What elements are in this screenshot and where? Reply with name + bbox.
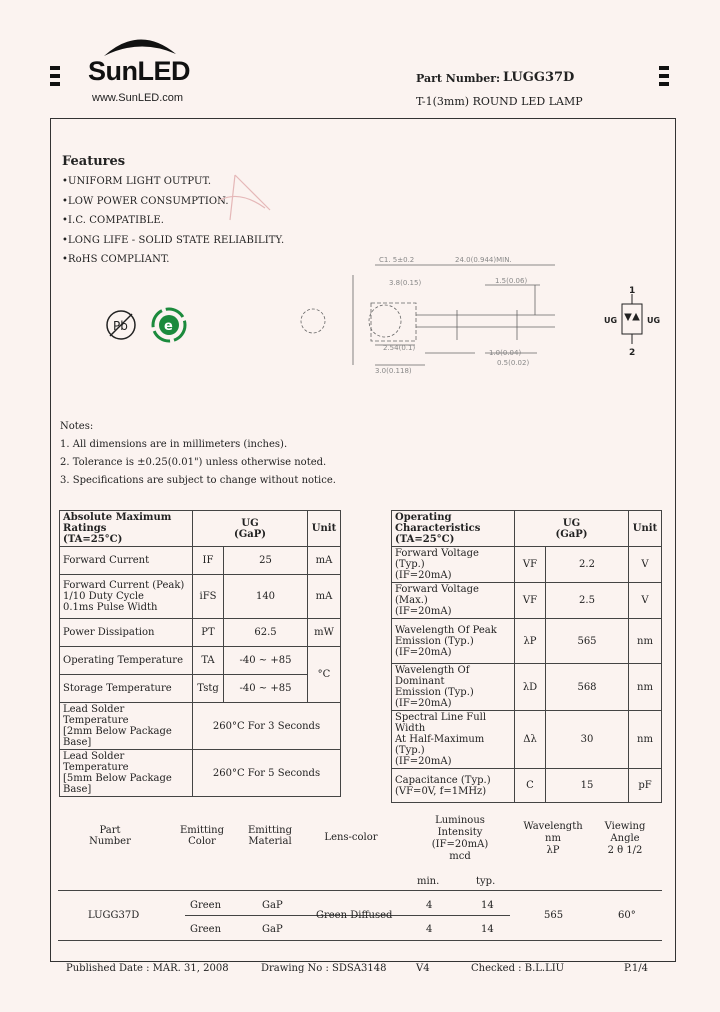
led-pinout-diagram xyxy=(600,284,664,358)
footer-checked: Checked : B.L.LIU xyxy=(471,963,565,974)
watermark-icon xyxy=(210,170,280,230)
svg-text:24.0(0.944)MIN.: 24.0(0.944)MIN. xyxy=(455,256,512,264)
svg-text:0.5(0.02): 0.5(0.02) xyxy=(497,359,530,367)
sel-wavelength: 565 xyxy=(544,910,564,921)
footer-published: Published Date : MAR. 31, 2008 xyxy=(66,963,229,974)
right-mark-2 xyxy=(659,74,669,78)
note-item: 3. Specifications are subject to change without notice. xyxy=(60,475,336,486)
note-item: 1. All dimensions are in millimeters (inches). xyxy=(60,439,288,450)
svg-text:UG: UG xyxy=(604,316,618,325)
table-row: Spectral Line Full Width At Half-Maximum (Typ.) (IF=20mA) Δλ 30 nm xyxy=(392,711,662,769)
feature-item: •RoHS COMPLIANT. xyxy=(62,254,170,265)
sel-header-part: Part xyxy=(99,825,121,836)
table-row: Forward Voltage (Max.) (IF=20mA) VF 2.5 V xyxy=(392,583,662,619)
table-row: Wavelength Of Peak Emission (Typ.) (IF=20mA) λP 565 nm xyxy=(392,619,662,664)
sel-part-number: LUGG37D xyxy=(88,910,140,921)
col-ug: UG xyxy=(241,517,259,529)
sel-header-luminous: Luminous xyxy=(435,815,485,826)
svg-text:Pb: Pb xyxy=(113,319,128,333)
feature-item: •LOW POWER CONSUMPTION. xyxy=(62,195,229,207)
part-number-label: Part Number: xyxy=(416,72,501,85)
feature-item: •UNIFORM LIGHT OUTPUT. xyxy=(62,176,212,187)
notes-block xyxy=(60,418,336,490)
logo-arc-icon xyxy=(100,32,180,58)
table-row: Storage Temperature Tstg -40 ~ +85 xyxy=(60,675,341,703)
left-mark-2 xyxy=(50,74,60,78)
svg-text:2.54(0.1): 2.54(0.1) xyxy=(383,344,416,352)
brand-url: www.SunLED.com xyxy=(92,92,184,104)
sel-header-lens: Lens-color xyxy=(324,832,378,843)
col-ug-sub: (GaP) xyxy=(233,528,266,540)
svg-text:e: e xyxy=(164,319,173,334)
feature-item: •LONG LIFE - SOLID STATE RELIABILITY. xyxy=(62,234,285,246)
sel-lens-color: Green Diffused xyxy=(316,910,393,921)
part-description: T-1(3mm) ROUND LED LAMP xyxy=(416,95,583,108)
footer-page: P.1/4 xyxy=(624,963,648,974)
abs-max-table xyxy=(59,510,341,797)
sel-header-viewing: Viewing xyxy=(604,821,646,832)
table-row: Forward Current IF 25 mA xyxy=(60,547,341,575)
svg-text:1.0(0.04): 1.0(0.04) xyxy=(489,349,522,357)
sel-header-min: min. xyxy=(417,876,440,887)
footer-version: V4 xyxy=(416,963,430,974)
left-mark-1 xyxy=(50,66,60,70)
sel-header-wavelength: Wavelength xyxy=(523,821,583,832)
op-char-title: Operating Characteristics xyxy=(395,512,481,534)
sel-divider-bottom xyxy=(58,940,662,941)
svg-text:UG: UG xyxy=(647,316,661,325)
sel-viewing-angle: 60° xyxy=(618,910,636,921)
footer-drawing-no: Drawing No : SDSA3148 xyxy=(261,963,387,974)
sel-header-typ: typ. xyxy=(476,876,496,887)
op-char-table: Operating Characteristics (TA=25°C) UG (GaP) Unit Forward Voltage (Typ.) (IF=20mA) VF 2.2 V Forward Voltage (Max.) (IF=20mA) VF 2.5 V Wavelength Of Peak Emission (Typ.) (IF=20mA) λP 565 nm Wavelength Of Dominant Emission (Typ.) (IF=20mA) λD 568 nm Spectral Line Full Width At Half-Maximum (Typ.) (IF=20mA) Δλ 30 nm Capacitance (Typ.) (VF=0V, f=1MHz) C 15 pF xyxy=(391,510,662,803)
svg-text:3.0(0.118): 3.0(0.118) xyxy=(375,367,412,375)
svg-text:1.5(0.06): 1.5(0.06) xyxy=(495,277,528,285)
table-row: Forward Current (Peak) 1/10 Duty Cycle 0.1ms Pulse Width iFS 140 mA xyxy=(60,575,341,619)
table-row: Lead Solder Temperature [5mm Below Package Base] 260°C For 5 Seconds xyxy=(60,750,341,797)
svg-text:1: 1 xyxy=(629,286,636,296)
table-row: Wavelength Of Dominant Emission (Typ.) (IF=20mA) λD 568 nm xyxy=(392,664,662,711)
table-row: Capacitance (Typ.) (VF=0V, f=1MHz) C 15 pF xyxy=(392,769,662,803)
svg-text:2: 2 xyxy=(629,348,636,358)
svg-text:C1. 5±0.2: C1. 5±0.2 xyxy=(379,256,415,264)
sel-divider-top xyxy=(58,890,662,891)
notes-title: Notes: xyxy=(60,421,94,432)
sel-header-material: Emitting xyxy=(247,825,293,836)
selection-guide: Part Number Emitting Color Emitting Material Lens-color Luminous Intensity (IF=20mA) mcd Wavelength nm λP Viewing Angle 2 θ 1/2 min. typ. xyxy=(60,812,664,942)
package-drawing xyxy=(275,255,575,375)
op-char-condition: (TA=25°C) xyxy=(395,534,455,545)
abs-max-title: Absolute Maximum Ratings xyxy=(63,512,172,534)
svg-text:3.8(0.15): 3.8(0.15) xyxy=(389,279,422,287)
pb-free-icon xyxy=(104,308,138,342)
left-mark-3 xyxy=(50,82,60,86)
note-item: 2. Tolerance is ±0.25(0.01") unless otherwise noted. xyxy=(60,457,327,468)
table-row: Lead Solder Temperature [2mm Below Package Base] 260°C For 3 Seconds xyxy=(60,703,341,750)
right-mark-3 xyxy=(659,82,669,86)
sel-header-color: Emitting xyxy=(179,825,225,836)
brand-logo: SunLED xyxy=(88,56,190,86)
abs-max-condition: (TA=25°C) xyxy=(63,534,123,545)
rohs-icon xyxy=(150,306,188,344)
features-title: Features xyxy=(62,154,126,169)
right-mark-1 xyxy=(659,66,669,70)
part-number: LUGG37D xyxy=(503,70,575,85)
table-row: Power Dissipation PT 62.5 mW xyxy=(60,619,341,647)
col-unit: Unit xyxy=(308,511,341,547)
table-row: Operating Temperature TA -40 ~ +85 °C xyxy=(60,647,341,675)
table-row: Forward Voltage (Typ.) (IF=20mA) VF 2.2 V xyxy=(392,547,662,583)
feature-item: •I.C. COMPATIBLE. xyxy=(62,215,165,226)
